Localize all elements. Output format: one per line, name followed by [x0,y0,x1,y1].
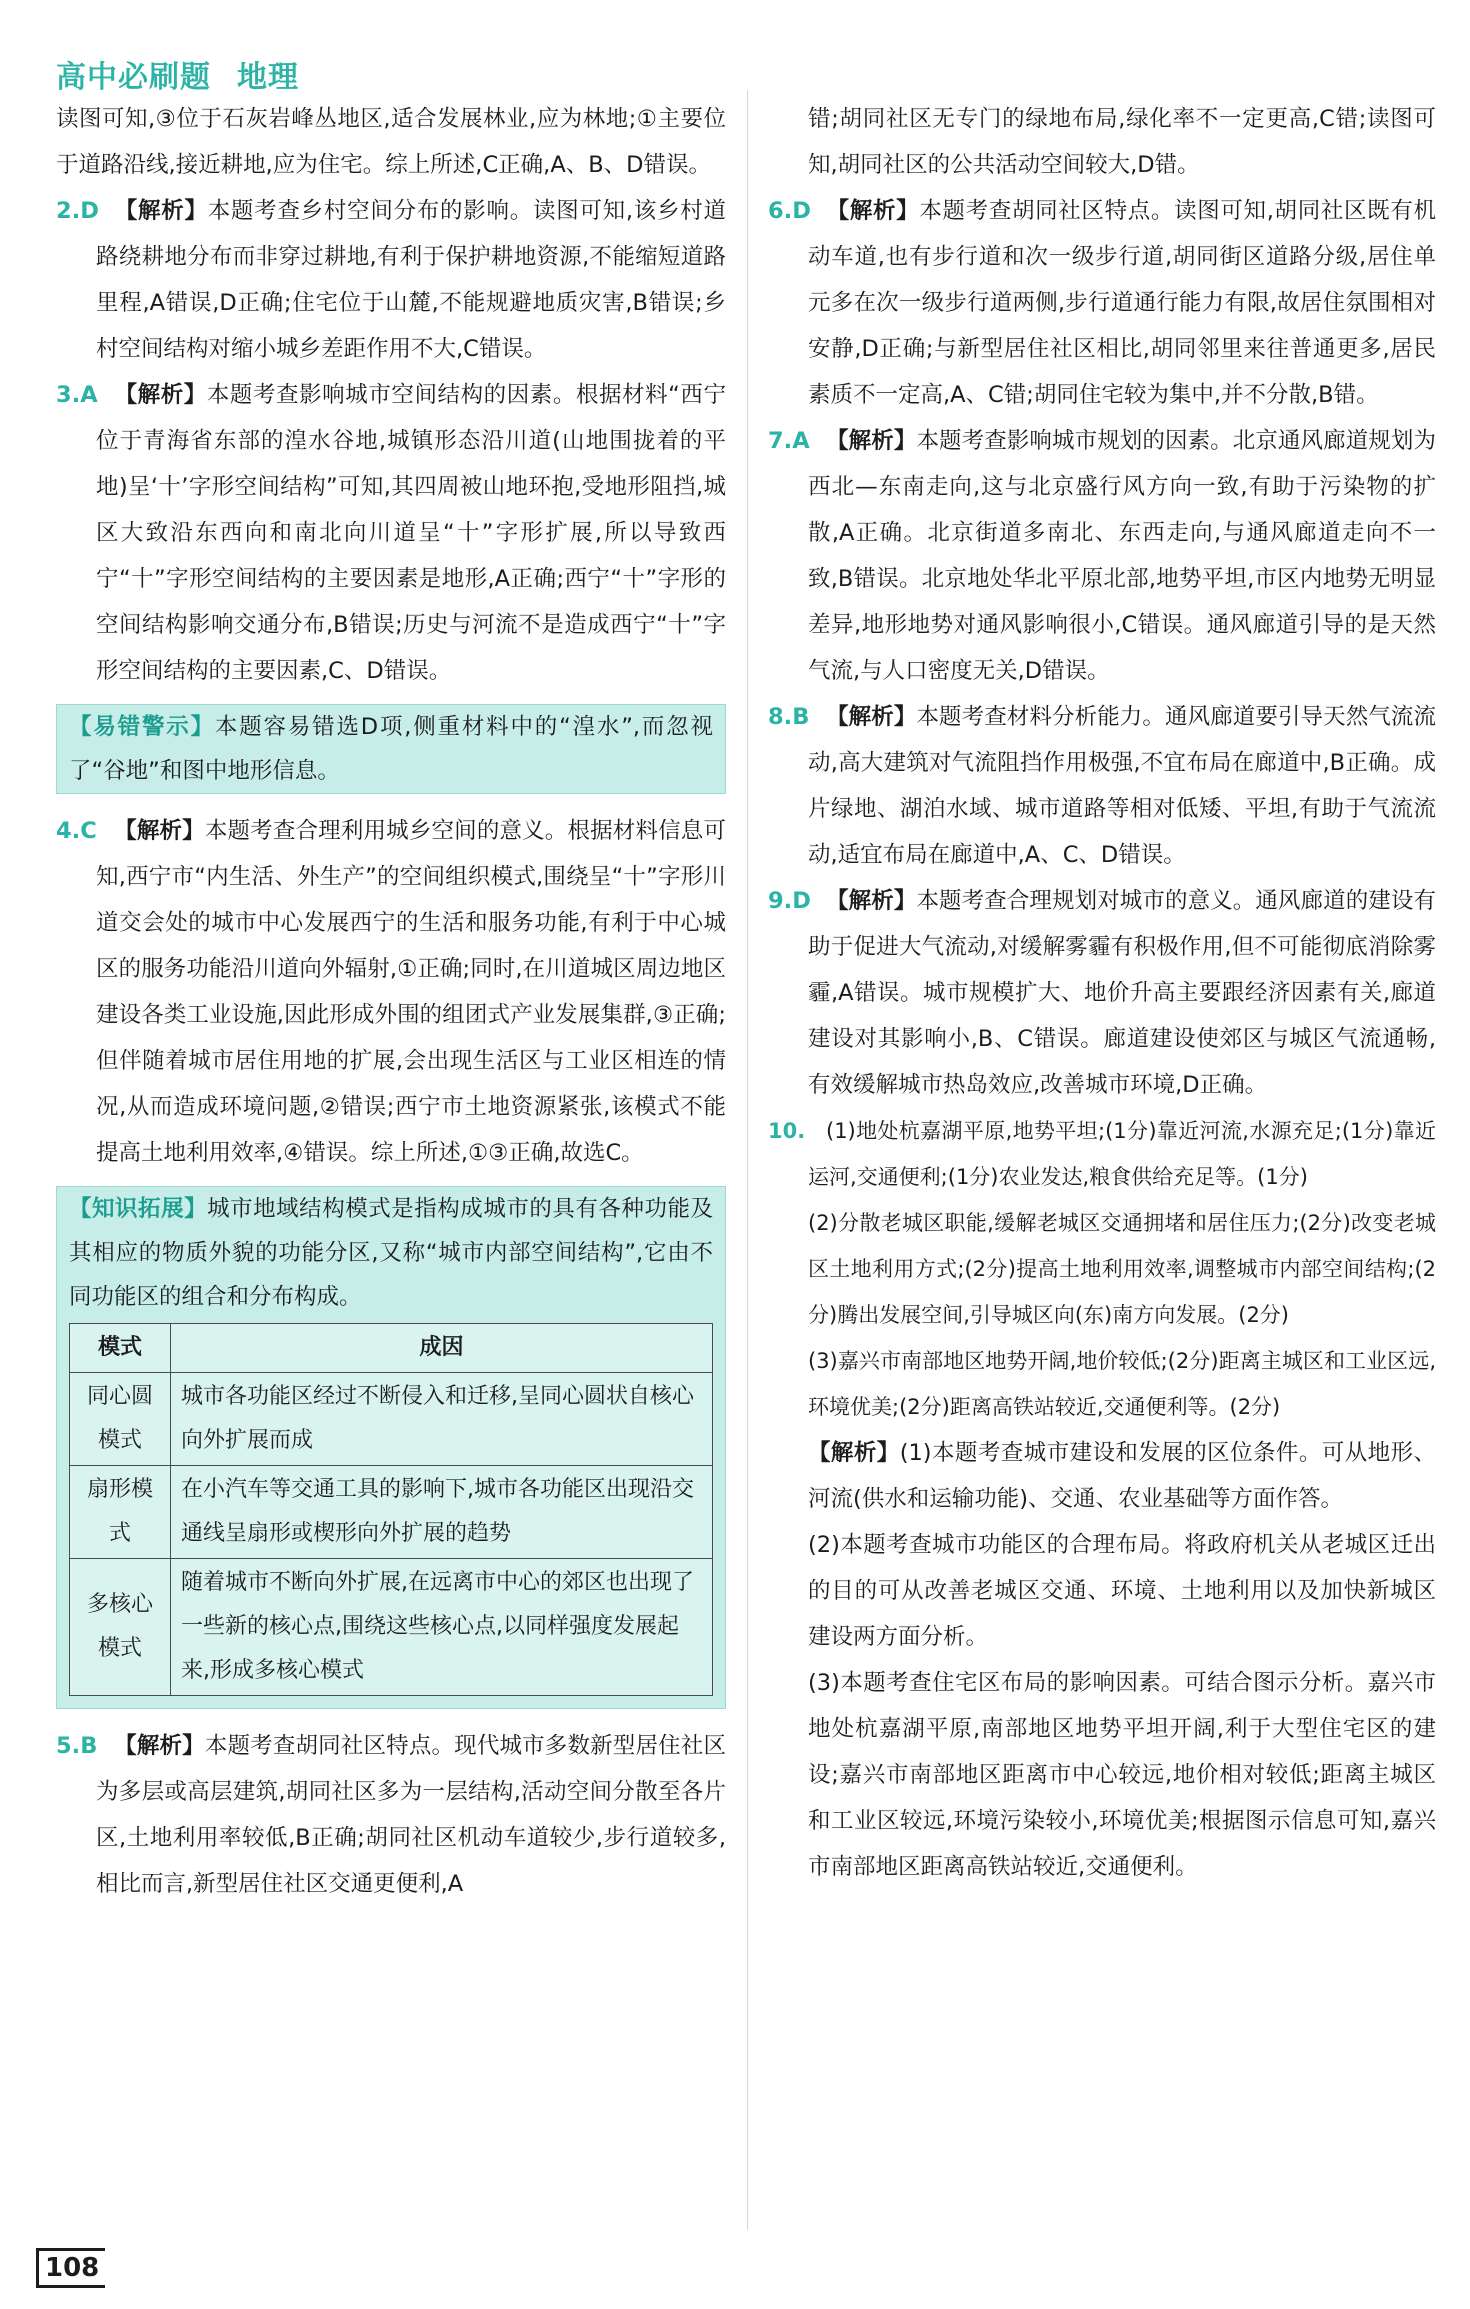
table-header-cause: 成因 [171,1324,713,1373]
warning-text: 本题容易错选D项,侧重材料中的“湟水”,而忽视了“谷地”和图中地形信息。 [69,714,713,784]
q10-answer-2: (2)分散老城区职能,缓解老城区交通拥堵和居住压力;(2分)改变老城区土地利用方式;(2分)提高土地利用效率,调整城市内部空间结构;(2分)腾出发展空间,引导城区向(东)南方向发展。(2分) [808,1211,1436,1327]
q10-explanation-3: (3)本题考查住宅区布局的影响因素。可结合图示分析。嘉兴市地处杭嘉湖平原,南部地区地势平坦开阔,利于大型住宅区的建设;嘉兴市南部地区距离市中心较远,地价相对较低;距离主城区和工业区较远,环境污染较小,环境优美;根据图示信息可知,嘉兴市南部地区距离高铁站较近,交通便利。 [808,1670,1436,1880]
q1-continuation: 读图可知,③位于石灰岩峰丛地区,适合发展林业,应为林地;①主要位于道路沿线,接近耕地,应为住宅。综上所述,C正确,A、B、D错误。 [56,106,726,178]
q6-number: 6.D [768,198,811,224]
answer-q10 [768,1108,1436,1430]
q3-number: 3.A [56,382,98,408]
q7-text: 本题考查影响城市规划的因素。北京通风廊道规划为西北—东南走向,这与北京盛行风方向一致,有助于污染物的扩散,A正确。北京街道多南北、东西走向,与通风廊道走向不一致,B错误。北京地处华北平原北部,地势平坦,市区内地势无明显差异,地形地势对通风影响很小,C错误。通风廊道引导的是天然气流,与人口密度无关,D错误。 [808,428,1436,684]
page-header [56,52,325,96]
q4-number: 4.C [56,818,97,844]
q5-number: 5.B [56,1733,98,1759]
q9-tag: 【解析】 [826,888,917,914]
table-cell-cause: 城市各功能区经过不断侵入和迁移,呈同心圆状自核心向外扩展而成 [171,1373,713,1466]
q2-text: 本题考查乡村空间分布的影响。读图可知,该乡村道路绕耕地分布而非穿过耕地,有利于保护耕地资源,不能缩短道路里程,A错误,D正确;住宅位于山麓,不能规避地质灾害,B错误;乡村空间结构对缩小城乡差距作用不大,C错误。 [96,198,726,362]
answer-q7 [768,418,1436,694]
q5-text: 本题考查胡同社区特点。现代城市多数新型居住社区为多层或高层建筑,胡同社区多为一层结构,活动空间分散至各片区,土地利用率较低,B正确;胡同社区机动车道较少,步行道较多,相比而言,新型居住社区交通更便利,A [96,1733,726,1897]
left-column [56,96,726,1907]
table-cell-cause: 随着城市不断向外扩展,在远离市中心的郊区也出现了一些新的核心点,围绕这些核心点,以同样强度发展起来,形成多核心模式 [171,1559,713,1696]
q10-explanation-1 [768,1430,1436,1522]
answer-q4 [56,808,726,1176]
answer-q5 [56,1723,726,1907]
q10-number: 10. [768,1119,806,1143]
q5-continuation: 错;胡同社区无专门的绿地布局,绿化率不一定更高,C错;读图可知,胡同社区的公共活动空间较大,D错。 [808,106,1436,178]
q3-tag: 【解析】 [114,382,207,408]
table-cell-model: 同心圆模式 [70,1373,171,1466]
table-cell-model: 多核心模式 [70,1559,171,1696]
q9-number: 9.D [768,888,811,914]
knowledge-tag: 【知识拓展】 [69,1196,208,1222]
page-number: 108 [36,2248,105,2288]
structure-model-table [69,1323,713,1696]
q10-e1-text: (1)本题考查城市建设和发展的区位条件。可从地形、河流(供水和运输功能)、交通、农业基础等方面作答。 [808,1440,1436,1512]
q10-answer-1 [768,1108,1436,1200]
right-column [768,96,1436,1890]
warning-box [56,704,726,794]
table-row [70,1559,713,1696]
q10-a1-text: (1)地处杭嘉湖平原,地势平坦;(1分)靠近河流,水源充足;(1分)靠近运河,交通便利;(1分)农业发达,粮食供给充足等。(1分) [808,1119,1436,1189]
book-title: 高中必刷题 [56,60,211,95]
q10-explanation-2: (2)本题考查城市功能区的合理布局。将政府机关从老城区迁出的目的可从改善老城区交通、环境、土地利用以及加快新城区建设两方面分析。 [808,1532,1436,1650]
subject-title: 地理 [237,60,299,95]
q6-tag: 【解析】 [826,198,920,224]
q9-text: 本题考查合理规划对城市的意义。通风廊道的建设有助于促进大气流动,对缓解雾霾有积极作用,但不可能彻底消除雾霾,A错误。城市规模扩大、地价升高主要跟经济因素有关,廊道建设对其影响小,B、C错误。廊道建设使郊区与城区气流通畅,有效缓解城市热岛效应,改善城市环境,D正确。 [808,888,1436,1098]
q5-tag: 【解析】 [114,1733,205,1759]
answer-q2 [56,188,726,372]
knowledge-text: 城市地域结构模式是指构成城市的具有各种功能及其相应的物质外貌的功能分区,又称“城市内部空间结构”,它由不同功能区的组合和分布构成。 [69,1196,713,1310]
warning-tag: 【易错警示】 [69,714,215,740]
q7-tag: 【解析】 [826,428,917,454]
q4-tag: 【解析】 [114,818,205,844]
answer-q9 [768,878,1436,1108]
knowledge-box [56,1186,726,1709]
table-header-model: 模式 [70,1324,171,1373]
answer-q6 [768,188,1436,418]
table-cell-model: 扇形模式 [70,1466,171,1559]
table-row [70,1373,713,1466]
q10-answer-3: (3)嘉兴市南部地区地势开阔,地价较低;(2分)距离主城区和工业区远,环境优美;(2分)距离高铁站较近,交通便利等。(2分) [808,1349,1436,1419]
q4-text: 本题考查合理利用城乡空间的意义。根据材料信息可知,西宁市“内生活、外生产”的空间组织模式,围绕呈“十”字形川道交会处的城市中心发展西宁的生活和服务功能,有利于中心城区的服务功能沿川道向外辐射,①正确;同时,在川道城区周边地区建设各类工业设施,因此形成外围的组团式产业发展集群,③正确;但伴随着城市居住用地的扩展,会出现生活区与工业区相连的情况,从而造成环境问题,②错误;西宁市土地资源紧张,该模式不能提高土地利用效率,④错误。综上所述,①③正确,故选C。 [96,818,726,1166]
column-divider [747,90,748,2230]
q6-text: 本题考查胡同社区特点。读图可知,胡同社区既有机动车道,也有步行道和次一级步行道,胡同街区道路分级,居住单元多在次一级步行道两侧,步行道通行能力有限,故居住氛围相对安静,D正确;与新型居住社区相比,胡同邻里来往普通更多,居民素质不一定高,A、C错;胡同住宅较为集中,并不分散,B错。 [808,198,1436,408]
q3-text: 本题考查影响城市空间结构的因素。根据材料“西宁位于青海省东部的湟水谷地,城镇形态沿川道(山地围拢着的平地)呈‘十’字形空间结构”可知,其四周被山地环抱,受地形阻挡,城区大致沿东西向和南北向川道呈“十”字形扩展,所以导致西宁“十”字形空间结构的主要因素是地形,A正确;西宁“十”字形的空间结构影响交通分布,B错误;历史与河流不是造成西宁“十”字形空间结构的主要因素,C、D错误。 [96,382,726,684]
q7-number: 7.A [768,428,810,454]
q8-number: 8.B [768,704,810,730]
q10-tag: 【解析】 [808,1440,900,1466]
answer-q3 [56,372,726,694]
q8-text: 本题考查材料分析能力。通风廊道要引导天然气流流动,高大建筑对气流阻挡作用极强,不宜布局在廊道中,B正确。成片绿地、湖泊水域、城市道路等相对低矮、平坦,有助于气流流动,适宜布局在廊道中,A、C、D错误。 [808,704,1436,868]
q8-tag: 【解析】 [826,704,917,730]
table-cell-cause: 在小汽车等交通工具的影响下,城市各功能区出现沿交通线呈扇形或楔形向外扩展的趋势 [171,1466,713,1559]
q2-tag: 【解析】 [114,198,208,224]
q2-number: 2.D [56,198,99,224]
answer-q8 [768,694,1436,878]
table-row [70,1466,713,1559]
